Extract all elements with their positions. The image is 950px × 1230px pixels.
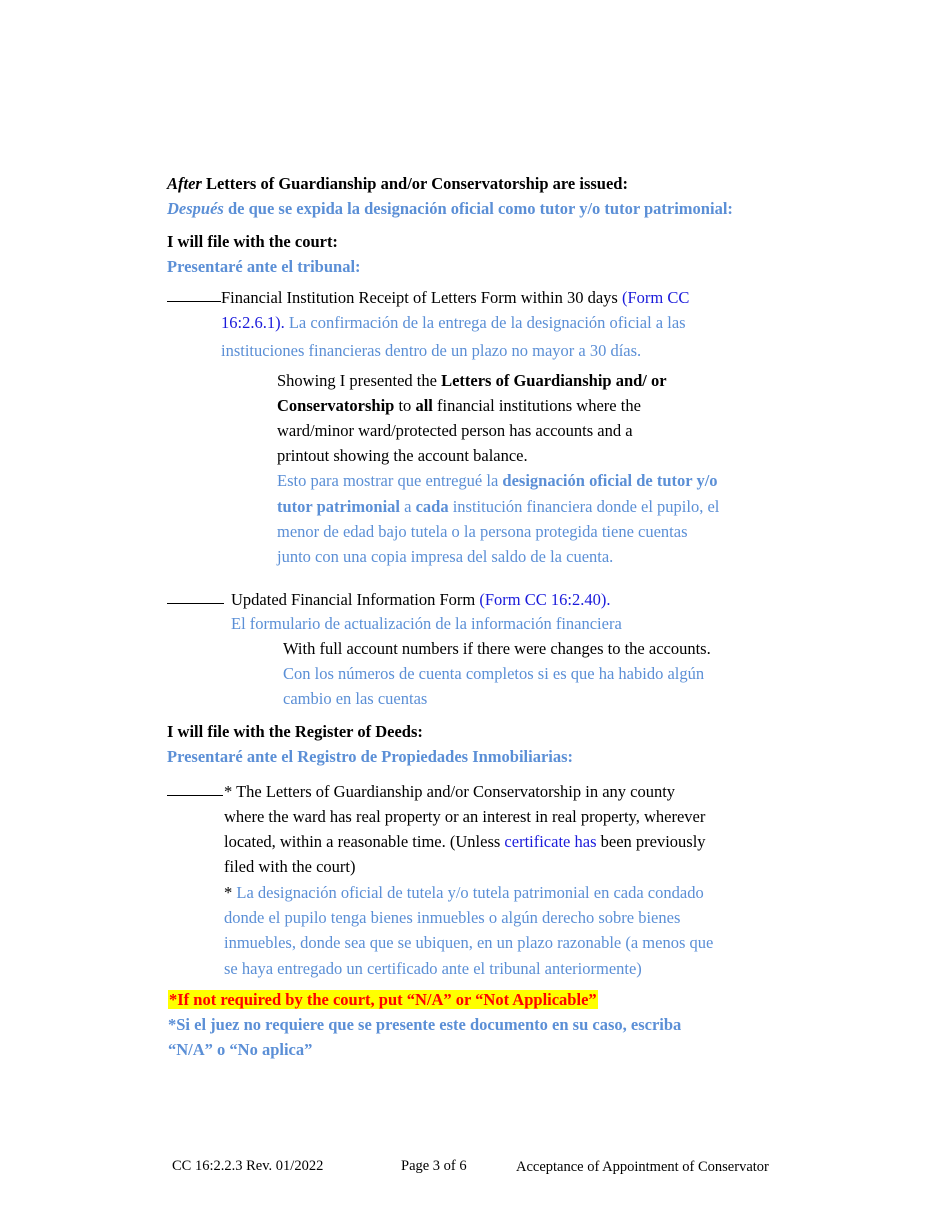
note-es-1: *Si el juez no requiere que se presente este documento en su caso, escriba — [168, 1015, 682, 1034]
section-heading-es: Después de que se expida la designación oficial como tutor y/o tutor patrimonial: — [167, 199, 733, 218]
court-heading-en: I will file with the court: — [167, 232, 338, 251]
item1-detail-es-2: tutor patrimonial a cada institución financiera donde el pupilo, el — [277, 497, 720, 516]
item3-es-2: donde el pupilo tenga bienes inmuebles o algún derecho sobre bienes — [224, 908, 681, 927]
item2-checkbox-line[interactable] — [167, 587, 227, 609]
item3-en-3: located, within a reasonable time. (Unless certificate has been previously — [224, 832, 706, 851]
section-heading-en: After Letters of Guardianship and/or Conservatorship are issued: — [167, 174, 628, 193]
item1-line-3: instituciones financieras dentro de un plazo no mayor a 30 días. — [221, 341, 642, 360]
footer-form-number: CC 16:2.2.3 Rev. 01/2022 — [172, 1158, 324, 1174]
item1-detail-es-4: junto con una copia impresa del saldo de la cuenta. — [277, 547, 614, 566]
item3-es-1: * La designación oficial de tutela y/o tutela patrimonial en cada condado — [224, 883, 704, 902]
item1-detail-es-1: Esto para mostrar que entregué la designación oficial de tutor y/o — [277, 471, 718, 490]
footer-title: Acceptance of Appointment of Conservator — [516, 1159, 769, 1175]
footer-page-number: Page 3 of 6 — [401, 1158, 467, 1174]
item2-line-2: El formulario de actualización de la información financiera — [231, 614, 622, 633]
item3-checkbox-line[interactable] — [167, 779, 227, 801]
item1-line-2: 16:2.6.1). La confirmación de la entrega de la designación oficial a las — [221, 313, 686, 332]
item1-detail-en-2: Conservatorship to all financial institutions where the — [277, 396, 641, 415]
item3-es-4: se haya entregado un certificado ante el tribunal anteriormente) — [224, 959, 642, 978]
item3-es-3: inmuebles, donde sea que se ubiquen, en un plazo razonable (a menos que — [224, 933, 714, 952]
item1-detail-en-4: printout showing the account balance. — [277, 446, 528, 465]
item2-detail-es-1: Con los números de cuenta completos si es que ha habido algún — [283, 664, 705, 683]
item1-checkbox-line[interactable] — [167, 285, 227, 307]
deeds-heading-en: I will file with the Register of Deeds: — [167, 722, 423, 741]
item2-detail-es-2: cambio en las cuentas — [283, 689, 428, 708]
item3-en-4: filed with the court) — [224, 857, 356, 876]
item1-detail-en-3: ward/minor ward/protected person has accounts and a — [277, 421, 633, 440]
item1-line-1: Financial Institution Receipt of Letters Form within 30 days (Form CC — [221, 288, 690, 307]
item3-en-2: where the ward has real property or an interest in real property, wherever — [224, 807, 706, 826]
item3-en-1: * The Letters of Guardianship and/or Conservatorship in any county — [224, 782, 676, 801]
note-highlight-en: *If not required by the court, put “N/A” or “Not Applicable” — [169, 990, 597, 1009]
item2-line-1: Updated Financial Information Form (Form CC 16:2.40). — [231, 590, 611, 609]
item1-detail-es-3: menor de edad bajo tutela o la persona protegida tiene cuentas — [277, 522, 688, 541]
item1-detail-en-1: Showing I presented the Letters of Guardianship and/ or — [277, 371, 667, 390]
item1-form-ref: (Form CC — [621, 288, 690, 307]
court-heading-es: Presentaré ante el tribunal: — [167, 257, 361, 276]
item2-form-ref: (Form CC 16:2.40). — [479, 590, 611, 609]
note-es-2: “N/A” o “No aplica” — [168, 1040, 313, 1059]
item2-detail-en: With full account numbers if there were changes to the accounts. — [283, 639, 711, 658]
deeds-heading-es: Presentaré ante el Registro de Propiedades Inmobiliarias: — [167, 747, 574, 766]
